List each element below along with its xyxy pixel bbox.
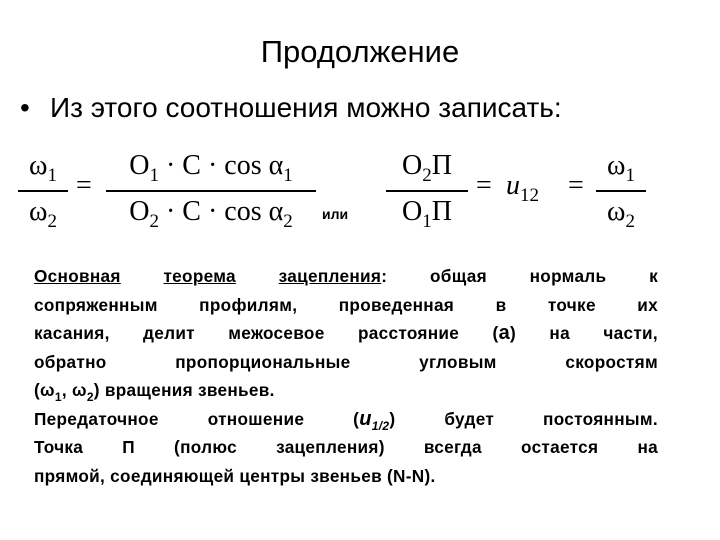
fraction-omega: $\omega_1$ $\omega_2$ [18, 150, 68, 250]
bullet-item [20, 92, 562, 124]
paragraph-line: касания, делит межосевое расстояние (а) на части, [34, 322, 658, 344]
or-label: или [322, 206, 349, 222]
paragraph-line: сопряженным профилям, проведенная в точке их [34, 294, 658, 315]
fraction-pole: $O_2П$ $O_1П$ [386, 150, 468, 250]
bullet-marker: • [20, 92, 30, 123]
equals-sign: = [76, 170, 92, 201]
paragraph-line: Передаточное отношение $(u_{1/2})$ будет постоянным. [34, 407, 658, 433]
theorem-paragraph [34, 262, 658, 490]
paragraph-line: обратно пропорциональные угловым скоростям [34, 351, 658, 372]
fraction-cos-alpha: $O_1 \cdot C \cdot \cos \alpha_1$ $O_2 \cdot C \cdot \cos \alpha_2$ [106, 150, 316, 250]
fraction-bar [386, 190, 468, 192]
ratio-symbol: $u_{12}$ [506, 170, 539, 206]
slide-title: Продолжение [260, 34, 460, 69]
bullet-text: Из этого соотношения можно записать: [50, 92, 562, 123]
equals-sign: = [568, 170, 584, 201]
paragraph-line: Основная теорема зацепления: общая нормаль к [34, 266, 659, 286]
paragraph-line: Точка П (полюс зацепления) всегда остается на [34, 437, 658, 457]
fraction-omega-right: $\omega_1$ $\omega_2$ [596, 150, 646, 250]
fraction-bar [18, 190, 68, 192]
paragraph-line: прямой, соединяющей центры звеньев (N-N). [34, 465, 436, 486]
paragraph-line: ($\omega_1$, $\omega_2$) вращения звеньев. [34, 380, 275, 404]
equals-sign: = [476, 170, 492, 201]
fraction-bar [106, 190, 316, 192]
fraction-bar [596, 190, 646, 192]
